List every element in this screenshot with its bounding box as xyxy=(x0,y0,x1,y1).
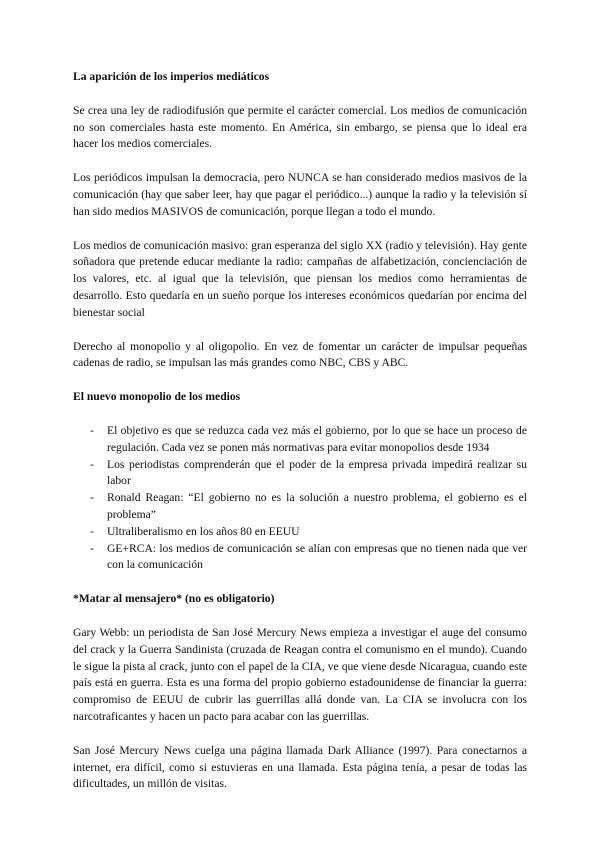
section-heading-matar-mensajero: *Matar al mensajero* (no es obligatorio) xyxy=(73,592,275,606)
list-item-text: Ultraliberalismo en los años 80 en EEUU xyxy=(107,524,300,538)
paragraph: Gary Webb: un periodista de San José Mercury News empieza a investigar el auge del consumo del crack y la Guerra Sandinista (cruzada de Reagan contra el comunismo en el mundo). Cuando le sigue la pista al crack, junto con el papel de la CIA, ve que viene desde Nicaragua, cuando este país está en guerra. Esta es una forma del propio gobierno estadounidense de financiar la guerra: compromiso de EEUU de cubrir las guerrillas allá donde van. La CIA se involucra con los narcotraficantes y hacen un pacto para acabar con las guerrillas. xyxy=(73,625,527,723)
paragraph: Se crea una ley de radiodifusión que permite el carácter comercial. Los medios de comunicación no son comerciales hasta este momento. En América, sin embargo, se piensa que lo ideal era hacer los medios comerciales. xyxy=(73,103,527,151)
dash-marker: - xyxy=(90,541,94,555)
list-item xyxy=(73,490,527,524)
dash-marker: - xyxy=(90,457,94,471)
list-item xyxy=(73,423,527,457)
list-item-text: GE+RCA: los medios de comunicación se alían con empresas que no tienen nada que ver con la comunicación xyxy=(107,541,527,572)
bullet-list xyxy=(73,423,527,574)
dash-marker: - xyxy=(90,491,94,505)
list-item xyxy=(73,524,527,541)
list-item-text: El objetivo es que se reduzca cada vez más el gobierno, por lo que se hace un proceso de regulación. Cada vez se ponen más normativas para evitar monopolios desde 1934 xyxy=(107,423,527,454)
paragraph: San José Mercury News cuelga una página llamada Dark Alliance (1997). Para conectarnos a internet, era difícil, como si estuvieras en una llamada. Esta página tenía, a pesar de todas las dificultades, un millón de visitas. xyxy=(73,743,527,791)
dash-marker: - xyxy=(90,524,94,538)
list-item xyxy=(73,457,527,491)
paragraph: Derecho al monopolio y al oligopolio. En vez de fomentar un carácter de impulsar pequeñas cadenas de radio, se impulsan las más grandes como NBC, CBS y ABC. xyxy=(73,339,527,370)
paragraph: Los periódicos impulsan la democracia, pero NUNCA se han considerado medios masivos de la comunicación (hay que saber leer, hay que pagar el periódico...) aunque la radio y la televisión sí han sido medios MASIVOS de comunicación, porque llegan a todo el mundo. xyxy=(73,171,527,218)
section-heading-monopolio: El nuevo monopolio de los medios xyxy=(73,390,241,404)
section-heading-imperios: La aparición de los imperios mediáticos xyxy=(73,70,270,83)
paragraph: Los medios de comunicación masivo: gran esperanza del siglo XX (radio y televisión). Hay gente soñadora que pretende educar mediante la radio: campañas de alfabetización, concienciación de los valores, etc. al igual que la televisión, que piensan los medios como herramientas de desarrollo. Esto quedaría en un sueño porque los intereses económicos quedarían por encima del bienestar social xyxy=(73,238,527,319)
list-item xyxy=(73,541,527,575)
dash-marker: - xyxy=(90,423,94,437)
list-item-text: Los periodistas comprenderán que el poder de la empresa privada impedirá realizar su labor xyxy=(107,457,527,488)
list-item-text: Ronald Reagan: “El gobierno no es la solución a nuestro problema, el gobierno es el problema” xyxy=(107,491,527,521)
